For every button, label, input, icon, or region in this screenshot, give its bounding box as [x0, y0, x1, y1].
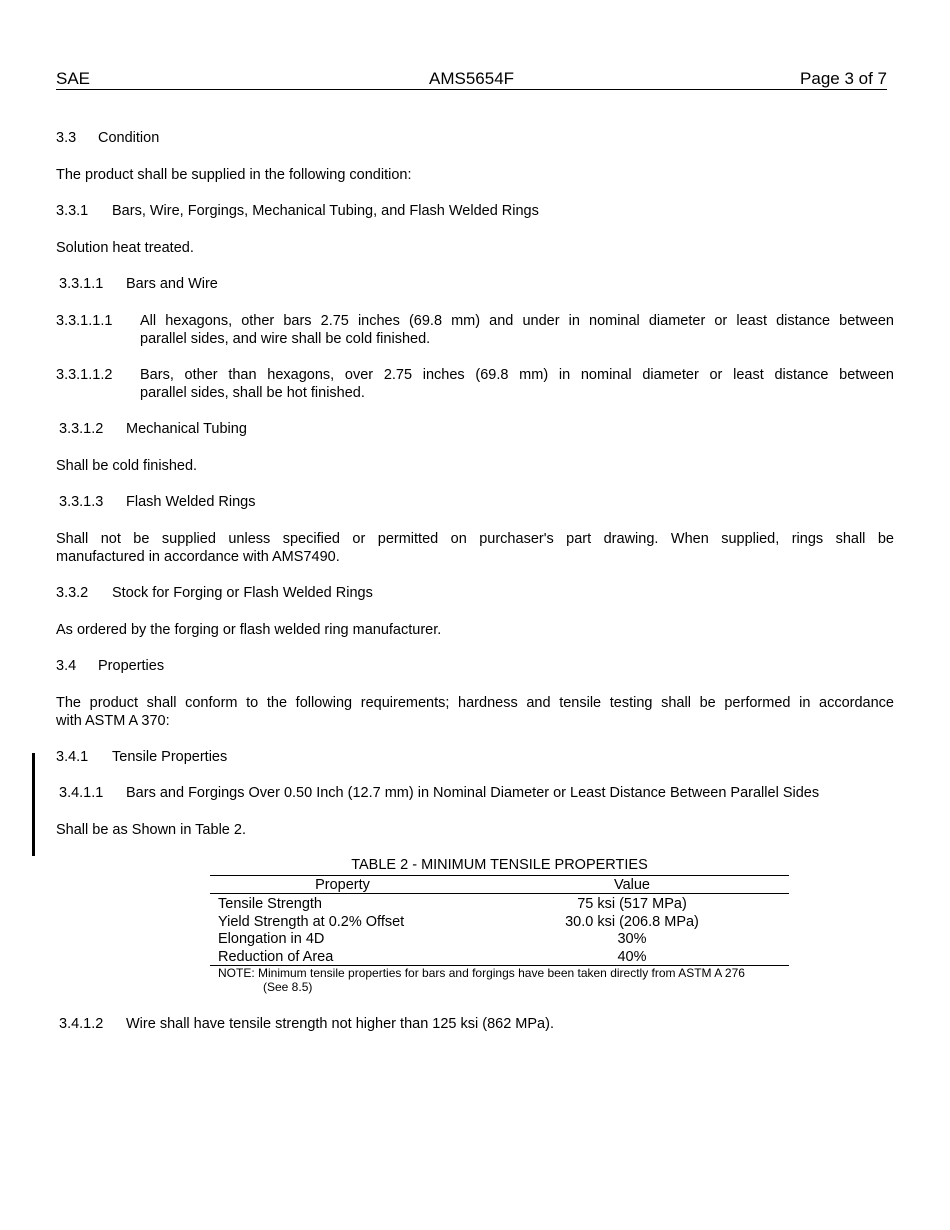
section-number: 3.3.1.1	[59, 276, 104, 292]
table-cell-value: 40%	[617, 949, 647, 965]
section-number: 3.4	[56, 658, 77, 674]
section-number: 3.3.2	[56, 585, 89, 601]
section-title: Tensile Properties	[112, 749, 228, 765]
paragraph-3-3: The product shall be supplied in the following condition:	[56, 167, 412, 183]
section-title: Mechanical Tubing	[126, 421, 247, 437]
paragraph-line-1: The product shall conform to the following requirements; hardness and tensile testing shall be performed in accordance	[56, 695, 894, 711]
page-header	[56, 69, 887, 90]
table-note	[218, 966, 745, 994]
table-title: TABLE 2 - MINIMUM TENSILE PROPERTIES	[351, 857, 648, 873]
table-cell-property: Reduction of Area	[218, 949, 334, 965]
table-cell-value: 30%	[617, 931, 647, 947]
table-note-line-2: (See 8.5)	[263, 980, 313, 994]
section-number: 3.4.1.1	[59, 785, 104, 801]
table-cell-property: Yield Strength at 0.2% Offset	[218, 914, 405, 930]
section-title: Flash Welded Rings	[126, 494, 256, 510]
table-cell-property: Tensile Strength	[218, 896, 322, 912]
section-title: Bars and Wire	[126, 276, 218, 292]
table-header-property: Property	[315, 877, 370, 893]
table-cell-property: Elongation in 4D	[218, 931, 325, 947]
section-number: 3.3.1.3	[59, 494, 104, 510]
paragraph-line-2: manufactured in accordance with AMS7490.	[56, 549, 340, 565]
table-cell-value: 75 ksi (517 MPa)	[577, 896, 687, 912]
section-number: 3.3.1	[56, 203, 89, 219]
revision-change-bar	[32, 753, 35, 856]
section-3-3-1-1-2	[56, 366, 894, 402]
section-title: Bars, Wire, Forgings, Mechanical Tubing, and Flash Welded Rings	[112, 203, 539, 219]
section-title: Wire shall have tensile strength not higher than 125 ksi (862 MPa).	[126, 1016, 554, 1032]
section-title: Condition	[98, 130, 160, 146]
section-title: Properties	[98, 658, 165, 674]
paragraph-3-3-2: As ordered by the forging or flash welded ring manufacturer.	[56, 622, 442, 638]
section-number: 3.3	[56, 130, 77, 146]
section-3-3-1-1-1	[56, 312, 894, 348]
header-doc-id: AMS5654F	[429, 69, 515, 88]
paragraph-line-2: with ASTM A 370:	[56, 713, 170, 729]
paragraph-3-4	[56, 694, 894, 730]
paragraph-3-3-1-3	[56, 530, 894, 566]
header-page-number: Page 3 of 7	[800, 69, 887, 88]
paragraph-line-1: Shall not be supplied unless specified or permitted on purchaser's part drawing. When supplied, rings shall be	[56, 531, 894, 547]
section-number: 3.3.1.1.2	[56, 367, 113, 383]
paragraph-3-4-1-1: Shall be as Shown in Table 2.	[56, 822, 246, 838]
section-title: Stock for Forging or Flash Welded Rings	[112, 585, 373, 601]
table-rule-header	[210, 893, 789, 894]
table-header-value: Value	[613, 877, 650, 893]
section-number: 3.3.1.1.1	[56, 313, 113, 329]
section-text-line-1: Bars, other than hexagons, over 2.75 inches (69.8 mm) in nominal diameter or least distance between	[140, 367, 894, 383]
section-number: 3.4.1	[56, 749, 89, 765]
section-number: 3.3.1.2	[59, 421, 104, 437]
section-text-line-1: All hexagons, other bars 2.75 inches (69.8 mm) and under in nominal diameter or least distance between	[140, 313, 894, 329]
section-text-line-2: parallel sides, and wire shall be cold finished.	[140, 331, 431, 347]
paragraph-3-3-1: Solution heat treated.	[56, 240, 194, 256]
table-note-line-1: NOTE: Minimum tensile properties for bars and forgings have been taken directly from ASTM A 276	[218, 966, 745, 980]
section-title: Bars and Forgings Over 0.50 Inch (12.7 mm) in Nominal Diameter or Least Distance Between Parallel Sides	[126, 785, 820, 801]
table-cell-value: 30.0 ksi (206.8 MPa)	[565, 914, 699, 930]
section-text-line-2: parallel sides, shall be hot finished.	[140, 385, 365, 401]
section-number: 3.4.1.2	[59, 1016, 104, 1032]
paragraph-3-3-1-2: Shall be cold finished.	[56, 458, 198, 474]
header-org: SAE	[56, 69, 91, 88]
